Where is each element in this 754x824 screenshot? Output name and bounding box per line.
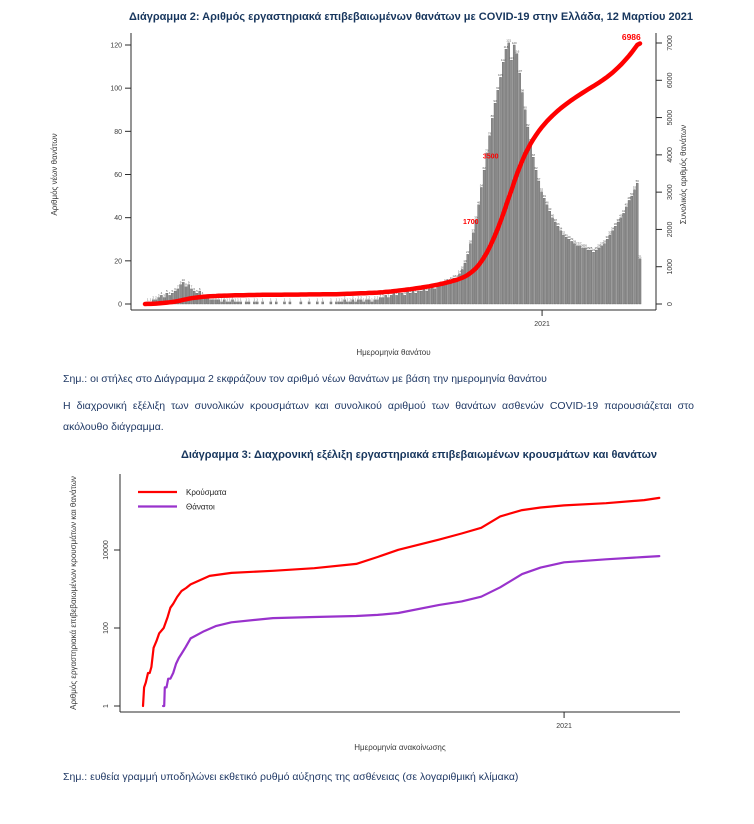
right-axis-tick: 2000 (667, 221, 674, 238)
svg-text:19: 19 (463, 258, 467, 263)
svg-text:4: 4 (390, 291, 392, 296)
svg-text:30: 30 (567, 235, 571, 240)
svg-text:25: 25 (586, 245, 590, 250)
svg-text:32: 32 (561, 230, 566, 235)
svg-text:4: 4 (168, 291, 171, 296)
svg-text:120: 120 (511, 40, 517, 45)
svg-text:1: 1 (330, 297, 332, 302)
legend-label-cases: Κρούσματα (186, 487, 227, 497)
svg-text:8: 8 (431, 282, 433, 287)
svg-text:5: 5 (171, 289, 174, 294)
svg-text:1: 1 (338, 297, 341, 302)
svg-text:7: 7 (434, 284, 436, 289)
svg-text:9: 9 (179, 280, 182, 285)
svg-text:52: 52 (539, 187, 544, 192)
svg-text:30: 30 (605, 235, 609, 240)
svg-text:5: 5 (398, 289, 401, 294)
left-axis-tick: 100 (110, 85, 122, 93)
svg-text:2: 2 (212, 295, 215, 300)
svg-text:9: 9 (187, 280, 190, 285)
svg-text:1: 1 (239, 297, 242, 302)
left-axis-tick: 0 (118, 301, 122, 309)
svg-text:7: 7 (176, 284, 179, 289)
svg-text:36: 36 (556, 222, 560, 227)
svg-text:6: 6 (193, 286, 196, 291)
svg-text:68: 68 (531, 153, 536, 158)
svg-text:1: 1 (354, 297, 357, 302)
svg-text:1: 1 (261, 297, 264, 302)
svg-text:3: 3 (207, 293, 209, 298)
svg-text:32: 32 (608, 230, 612, 235)
svg-text:8: 8 (436, 282, 439, 287)
diagram3-note: Σημ.: ευθεία γραμμή υποδηλώνει εκθετικό ρυθμό αύξησης της ασθένειας (σε λογαριθμική κλίμακα) (63, 771, 519, 783)
axes (110, 33, 674, 328)
svg-text:1: 1 (234, 297, 237, 302)
svg-text:1: 1 (248, 297, 250, 302)
svg-text:2: 2 (155, 295, 157, 300)
svg-text:1: 1 (220, 297, 223, 302)
svg-text:1: 1 (300, 297, 302, 302)
svg-text:6: 6 (417, 286, 420, 291)
svg-text:38: 38 (553, 217, 557, 222)
svg-text:118: 118 (503, 45, 509, 50)
svg-text:99: 99 (496, 86, 500, 91)
svg-text:3: 3 (379, 293, 382, 298)
svg-text:46: 46 (476, 200, 481, 205)
svg-text:1: 1 (349, 297, 351, 302)
svg-text:28: 28 (572, 239, 577, 244)
x-axis-title: Ημερομηνία θανάτου (356, 348, 431, 357)
right-axis-tick: 1000 (667, 258, 674, 275)
svg-text:4: 4 (395, 291, 398, 296)
svg-text:26: 26 (597, 243, 601, 248)
y-axis-tick: 100 (103, 622, 110, 634)
svg-text:53: 53 (632, 185, 637, 190)
left-axis-tick: 80 (114, 128, 122, 136)
diagram2-title: Διάγραμμα 2: Αριθμός εργαστηριακά επιβεβαιωμένων θανάτων με COVID-19 στην Ελλάδα, 12 Μαρτίου 2021 (129, 11, 693, 23)
svg-text:10: 10 (181, 278, 185, 283)
svg-text:4: 4 (403, 291, 406, 296)
svg-text:40: 40 (619, 213, 623, 218)
svg-text:49: 49 (542, 194, 546, 199)
svg-text:9: 9 (439, 280, 442, 285)
svg-text:7: 7 (190, 284, 193, 289)
axes (103, 474, 680, 730)
svg-text:1: 1 (269, 297, 272, 302)
svg-text:3: 3 (387, 293, 390, 298)
svg-text:82: 82 (526, 122, 530, 127)
svg-text:12: 12 (452, 273, 456, 278)
svg-text:107: 107 (517, 68, 523, 73)
svg-text:7: 7 (423, 284, 425, 289)
right-axis-title: Συνολικός αριθμός θανάτων (679, 124, 688, 225)
svg-text:2: 2 (368, 295, 371, 300)
svg-text:42: 42 (621, 209, 626, 214)
svg-text:105: 105 (498, 73, 504, 78)
svg-text:112: 112 (500, 58, 506, 63)
svg-text:2: 2 (223, 295, 226, 300)
y-axis-tick: 1 (103, 704, 110, 708)
right-axis-tick: 5000 (667, 109, 674, 126)
diagram3-title: Διάγραμμα 3: Διαχρονική εξέλιξη εργαστηριακά επιβεβαιωμένων κρουσμάτων και θανάτων (180, 449, 658, 461)
diagram3-chart (60, 462, 700, 762)
svg-text:27: 27 (575, 241, 579, 246)
svg-text:5: 5 (166, 289, 168, 294)
left-axis-title: Αριθμός νέων θανάτων (50, 133, 59, 216)
svg-text:16: 16 (460, 265, 464, 270)
x-axis-tick-2021: 2021 (556, 723, 572, 730)
svg-text:2: 2 (357, 295, 360, 300)
svg-text:46: 46 (545, 200, 549, 205)
svg-text:2: 2 (215, 295, 217, 300)
annotation-6986: 6986 (621, 32, 641, 43)
right-axis-tick: 0 (667, 302, 674, 306)
svg-text:98: 98 (520, 88, 525, 93)
annotation-1700: 1700 (462, 218, 479, 226)
svg-text:1: 1 (253, 297, 256, 302)
svg-text:48: 48 (627, 196, 631, 201)
svg-text:9: 9 (442, 280, 444, 285)
svg-text:26: 26 (583, 243, 587, 248)
svg-text:121: 121 (506, 38, 512, 43)
deaths-line (163, 556, 659, 706)
svg-text:11: 11 (449, 276, 453, 281)
svg-text:5: 5 (196, 289, 198, 294)
svg-text:39: 39 (474, 215, 478, 220)
svg-text:2: 2 (343, 295, 346, 300)
svg-text:113: 113 (509, 55, 514, 60)
x-axis-title: Ημερομηνία ανακοίνωσης (354, 743, 446, 752)
svg-text:1: 1 (341, 297, 343, 302)
svg-text:1: 1 (149, 297, 152, 302)
svg-text:4: 4 (201, 291, 204, 296)
svg-text:1: 1 (237, 297, 239, 302)
cases-line (143, 498, 659, 706)
svg-text:1: 1 (283, 297, 286, 302)
svg-text:10: 10 (444, 278, 448, 283)
y-axis-tick: 10000 (103, 540, 110, 560)
svg-text:25: 25 (589, 245, 593, 250)
svg-text:1: 1 (346, 297, 349, 302)
svg-text:14: 14 (457, 269, 462, 274)
svg-text:2: 2 (218, 295, 220, 300)
svg-text:6: 6 (420, 286, 423, 291)
svg-text:2: 2 (231, 295, 234, 300)
svg-text:34: 34 (559, 226, 563, 231)
svg-text:4: 4 (384, 291, 387, 296)
svg-text:1: 1 (256, 297, 258, 302)
svg-text:2: 2 (152, 295, 155, 300)
svg-text:1: 1 (275, 297, 278, 302)
left-axis-tick: 120 (110, 42, 122, 50)
svg-text:3: 3 (204, 293, 207, 298)
diagram2-note: Σημ.: οι στήλες στο Διάγραμμα 2 εκφράζουν τον αριθμό νέων θανάτων με βάση την ημερομηνία θανάτου (63, 373, 547, 385)
svg-text:1: 1 (146, 297, 149, 302)
legend (138, 488, 227, 512)
legend-label-deaths: Θάνατοι (186, 502, 215, 512)
diagram2-chart (35, 28, 725, 368)
svg-text:1: 1 (245, 297, 248, 302)
svg-text:62: 62 (534, 165, 538, 170)
svg-text:45: 45 (624, 202, 628, 207)
svg-text:116: 116 (514, 49, 520, 54)
svg-text:40: 40 (550, 213, 555, 218)
svg-text:36: 36 (613, 222, 618, 227)
svg-text:54: 54 (479, 183, 484, 188)
svg-text:62: 62 (482, 165, 486, 170)
svg-text:43: 43 (548, 206, 552, 211)
svg-text:31: 31 (564, 232, 568, 237)
y-axis-title: Αριθμός εργαστηριακά επιβεβαιωμένων κρουσμάτων και θανάτων (69, 476, 78, 710)
svg-text:6: 6 (412, 286, 414, 291)
right-axis-tick: 7000 (667, 35, 674, 51)
svg-text:90: 90 (523, 105, 527, 110)
svg-text:5: 5 (409, 289, 412, 294)
svg-text:27: 27 (578, 241, 582, 246)
body-paragraph: Η διαχρονική εξέλιξη των συνολικών κρουσμάτων και συνολικού αριθμού των θανάτων ασθενών COVID-19 παρουσιάζεται στο ακόλουθο διάγραμμα. (63, 400, 694, 433)
svg-text:3: 3 (382, 293, 384, 298)
svg-text:3: 3 (163, 293, 165, 298)
right-axis-tick: 6000 (667, 72, 674, 89)
svg-text:2: 2 (376, 295, 379, 300)
svg-text:26: 26 (580, 243, 585, 248)
svg-text:33: 33 (471, 228, 475, 233)
svg-text:93: 93 (493, 99, 497, 104)
svg-text:1: 1 (308, 297, 310, 302)
svg-text:5: 5 (393, 289, 395, 294)
svg-text:1: 1 (289, 297, 291, 302)
svg-text:6: 6 (425, 286, 428, 291)
svg-text:6: 6 (174, 286, 176, 291)
right-axis-tick: 3000 (667, 184, 674, 200)
svg-text:2: 2 (373, 295, 376, 300)
svg-text:2: 2 (360, 295, 362, 300)
svg-text:23: 23 (466, 250, 470, 255)
svg-text:1: 1 (371, 297, 373, 302)
svg-text:1: 1 (226, 297, 228, 302)
svg-text:28: 28 (468, 239, 473, 244)
svg-text:10: 10 (446, 278, 451, 283)
svg-text:1: 1 (228, 297, 231, 302)
svg-text:5: 5 (401, 289, 403, 294)
svg-text:4: 4 (160, 291, 163, 296)
svg-text:1: 1 (316, 297, 319, 302)
left-axis-tick: 60 (114, 172, 122, 179)
svg-text:6: 6 (406, 286, 409, 291)
svg-text:1: 1 (335, 297, 338, 302)
svg-text:34: 34 (610, 226, 615, 231)
svg-text:57: 57 (537, 176, 541, 181)
left-axis-tick: 40 (114, 215, 122, 223)
svg-text:21: 21 (638, 254, 642, 259)
svg-text:2: 2 (352, 295, 354, 300)
svg-text:2: 2 (209, 295, 212, 300)
svg-text:7: 7 (428, 284, 431, 289)
svg-text:3: 3 (157, 293, 160, 298)
svg-text:28: 28 (602, 239, 607, 244)
right-axis-tick: 4000 (667, 147, 674, 163)
svg-text:8: 8 (185, 282, 187, 287)
svg-text:1: 1 (362, 297, 365, 302)
svg-text:6: 6 (198, 286, 201, 291)
svg-text:1: 1 (321, 297, 324, 302)
svg-text:24: 24 (591, 248, 596, 252)
annotation-3500: 3500 (482, 153, 499, 161)
svg-text:38: 38 (616, 217, 620, 222)
svg-text:27: 27 (600, 241, 604, 246)
svg-text:70: 70 (485, 148, 489, 153)
svg-text:5: 5 (414, 289, 417, 294)
svg-text:50: 50 (630, 191, 634, 196)
svg-text:25: 25 (594, 245, 598, 250)
svg-text:29: 29 (569, 237, 574, 242)
svg-text:86: 86 (490, 114, 494, 119)
left-axis-tick: 20 (114, 258, 122, 266)
x-axis-tick-2021: 2021 (534, 321, 550, 328)
svg-text:78: 78 (487, 131, 492, 136)
svg-text:2: 2 (365, 295, 368, 300)
svg-text:56: 56 (635, 178, 639, 183)
svg-text:75: 75 (528, 137, 533, 142)
svg-text:12: 12 (455, 273, 459, 278)
